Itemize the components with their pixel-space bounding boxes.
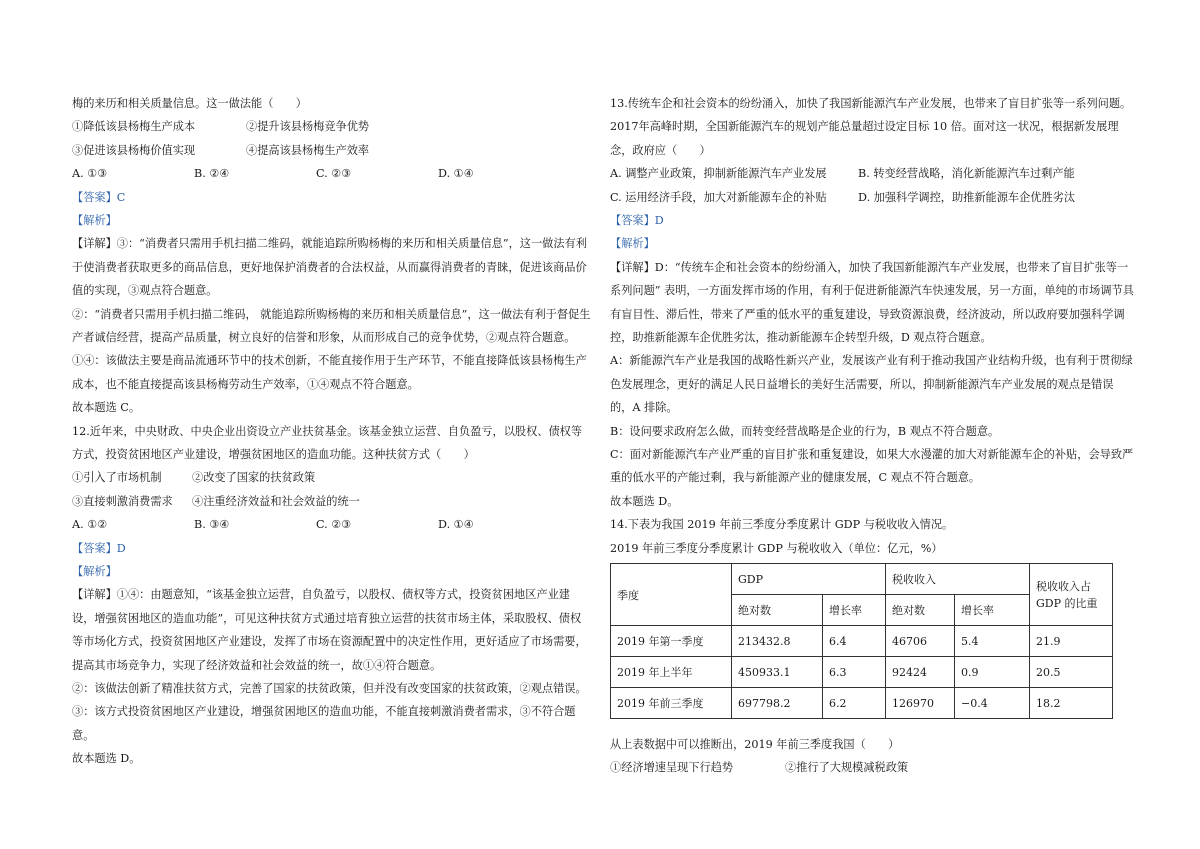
q12-option: ②改变了国家的扶贫政策	[192, 471, 316, 485]
q12-choice-d: D. ①④	[438, 518, 474, 532]
header-tax-growth: 增长率	[955, 595, 1030, 626]
q14-options-row	[610, 756, 1135, 779]
cell-tax-abs: 92424	[886, 657, 955, 688]
q11-option: ③促进该县杨梅价值实现	[72, 143, 196, 157]
cell-season: 2019 年前三季度	[611, 688, 732, 719]
gdp-tax-table	[610, 563, 1113, 719]
q13-answer: 【答案】D	[610, 214, 664, 227]
q12-detail-paragraph: 【详解】①④：由题意知，“该基金独立运营，自负盈亏，以股权、债权等方式，投资贫困地区产业建设，增强贫困地区的造血功能”，可见这种扶贫方式通过培育独立运营的扶贫市场主体，采取股权、债权等市场化方式，投资贫困地区产业建设，发挥了市场在资源配置中的决定性作用，更好适应了市场需要，提高其市场竞争力，实现了经济效益和社会效益的统一，故①④符合题意。	[72, 588, 587, 672]
q11-detail-paragraph: ①④：该做法主要是商品流通环节中的技术创新，不能直接作用于生产环节，不能直接降低该县杨梅生产成本，也不能直接提高该县杨梅劳动生产效率，①④观点不符合题意。	[72, 354, 587, 391]
q13-analysis-tag: 【解析】	[610, 237, 655, 251]
q11-options-row-1	[72, 115, 592, 138]
header-ratio: 税收收入占 GDP 的比重	[1030, 564, 1113, 626]
header-gdp: GDP	[732, 564, 886, 595]
q12-conclusion: 故本题选 D。	[72, 752, 141, 766]
q13-stem: 13.传统车企和社会资本的纷纷涌入，加快了我国新能源汽车产业发展，也带来了盲目扩张等一系列问题。2017年高峰时期，全国新能源汽车的规划产能总量超过设定目标 10 倍。面对这一状况，根据新发展理念，政府应（ ）	[610, 97, 1132, 157]
q14-stem: 14.下表为我国 2019 年前三季度分季度累计 GDP 与税收收入情况。	[610, 518, 954, 532]
cell-tax-growth: −0.4	[955, 688, 1030, 719]
header-season: 季度	[611, 564, 732, 626]
q13-choice-a: A. 调整产业政策，抑制新能源汽车产业发展	[610, 167, 827, 181]
q13-choice-d: D. 加强科学调控，助推新能源车企优胜劣汰	[858, 190, 1076, 204]
q12-detail-paragraph: ③：该方式投资贫困地区产业建设，增强贫困地区的造血功能，不能直接刺激消费者需求，③不符合题意。	[72, 705, 576, 742]
table-row	[611, 688, 1113, 719]
q11-analysis-tag: 【解析】	[72, 213, 117, 227]
cell-gdp-growth: 6.3	[823, 657, 886, 688]
q12-detail-paragraph: ②：该做法创新了精准扶贫方式，完善了国家的扶贫政策，但并没有改变国家的扶贫政策，②观点错误。	[72, 681, 587, 695]
q13-choices-row-1	[610, 162, 1135, 185]
cell-ratio: 20.5	[1030, 657, 1113, 688]
table-caption: 2019 年前三季度分季度累计 GDP 与税收收入（单位：亿元，%）	[610, 541, 943, 555]
q11-option: ④提高该县杨梅生产效率	[246, 143, 370, 157]
q11-option: ②提升该县杨梅竞争优势	[246, 120, 370, 134]
header-tax-abs: 绝对数	[886, 595, 955, 626]
q11-choice-b: B. ②④	[194, 167, 230, 181]
q13-choice-c: C. 运用经济手段，加大对新能源车企的补贴	[610, 190, 827, 204]
cell-gdp-abs: 213432.8	[732, 626, 823, 657]
q11-choice-a: A. ①③	[72, 167, 108, 181]
cell-gdp-abs: 697798.2	[732, 688, 823, 719]
cell-ratio: 18.2	[1030, 688, 1113, 719]
q13-conclusion: 故本题选 D。	[610, 494, 679, 508]
q13-detail-paragraph: B：设问要求政府怎么做，而转变经营战略是企业的行为，B 观点不符合题意。	[610, 424, 1000, 438]
left-column	[72, 92, 592, 771]
q12-option: ④注重经济效益和社会效益的统一	[192, 494, 360, 508]
q11-detail-paragraph: 【详解】③：“消费者只需用手机扫描二维码，就能追踪所购杨梅的来历和相关质量信息”，这一做法有利于使消费者获取更多的商品信息，更好地保护消费者的合法权益，从而赢得消费者的青睐，促进该商品价值的实现，③观点符合题意。	[72, 237, 587, 298]
q12-choices	[72, 513, 592, 536]
cell-tax-abs: 46706	[886, 626, 955, 657]
cell-gdp-abs: 450933.1	[732, 657, 823, 688]
q13-detail-paragraph: C：面对新能源汽车产业严重的盲目扩张和重复建设，如果大水漫灌的加大对新能源车企的补贴，会导致严重的低水平的产能过剩，我与新能源产业的健康发展，C 观点不符合题意。	[610, 448, 1134, 485]
cell-ratio: 21.9	[1030, 626, 1113, 657]
q11-options-row-2	[72, 139, 592, 162]
q11-choice-c: C. ②③	[316, 167, 352, 181]
table-row	[611, 657, 1113, 688]
cell-tax-abs: 126970	[886, 688, 955, 719]
q12-analysis-tag: 【解析】	[72, 564, 117, 578]
q11-stem-tail: 梅的来历和相关质量信息。这一做法能（ ）	[72, 97, 307, 110]
header-gdp-abs: 绝对数	[732, 595, 823, 626]
q12-stem: 12.近年来，中央财政、中央企业出资设立产业扶贫基金。该基金独立运营、自负盈亏，以股权、债权等方式，投资贫困地区产业建设，增强贫困地区的造血功能。这种扶贫方式（ ）	[72, 424, 583, 461]
q12-options-row-1	[72, 466, 592, 489]
q12-choice-b: B. ③④	[194, 518, 230, 532]
q12-option: ①引入了市场机制	[72, 471, 162, 485]
cell-tax-growth: 5.4	[955, 626, 1030, 657]
table-row	[611, 626, 1113, 657]
q14-option: ①经济增速呈现下行趋势	[610, 761, 734, 775]
q11-choices	[72, 162, 592, 185]
q12-choice-a: A. ①②	[72, 518, 108, 532]
cell-tax-growth: 0.9	[955, 657, 1030, 688]
cell-gdp-growth: 6.2	[823, 688, 886, 719]
cell-gdp-growth: 6.4	[823, 626, 886, 657]
q13-choice-b: B. 转变经营战略，消化新能源汽车过剩产能	[858, 167, 1075, 181]
header-tax: 税收收入	[886, 564, 1030, 595]
q13-detail-paragraph: A：新能源汽车产业是我国的战略性新兴产业，发展该产业有利于推动我国产业结构升级，也有利于贯彻绿色发展理念，更好的满足人民日益增长的美好生活需要，所以，抑制新能源汽车产业发展的观点是错误的，A 排除。	[610, 354, 1133, 415]
q11-detail-paragraph: ②：“消费者只需用手机扫描二维码， 就能追踪所购杨梅的来历和相关质量信息”，这一做法有利于督促生产者诚信经营，提高产品质量，树立良好的信誉和形象，从而形成自己的竞争优势，②观点符合题意。	[72, 307, 591, 344]
q12-choice-c: C. ②③	[316, 518, 352, 532]
q13-choices-row-2	[610, 186, 1135, 209]
cell-season: 2019 年上半年	[611, 657, 732, 688]
q12-answer: 【答案】D	[72, 541, 126, 555]
q11-conclusion: 故本题选 C。	[72, 401, 141, 415]
q13-detail-paragraph: 【详解】D：“传统车企和社会资本的纷纷涌入，加快了我国新能源汽车产业发展，也带来了盲目扩张等一系列问题” 表明，一方面发挥市场的作用，有利于促进新能源汽车快速发展，另一方面，单纯的市场调节具有盲目性、滞后性，带来了严重的低水平的重复建设，导致资源浪费，经济波动，所以政府要加强科学调控，助推新能源车企优胜劣汰，推动新能源车企转型升级，D 观点符合题意。	[610, 260, 1134, 344]
q11-choice-d: D. ①④	[438, 167, 474, 181]
q12-options-row-2	[72, 490, 592, 513]
q12-option: ③直接刺激消费需求	[72, 494, 173, 508]
q14-question: 从上表数据中可以推断出，2019 年前三季度我国（ ）	[610, 738, 900, 752]
right-column	[610, 92, 1135, 780]
q14-option: ②推行了大规模减税政策	[785, 761, 909, 775]
q11-answer: 【答案】C	[72, 190, 126, 204]
cell-season: 2019 年第一季度	[611, 626, 732, 657]
header-gdp-growth: 增长率	[823, 595, 886, 626]
q11-option: ①降低该县杨梅生产成本	[72, 120, 196, 134]
